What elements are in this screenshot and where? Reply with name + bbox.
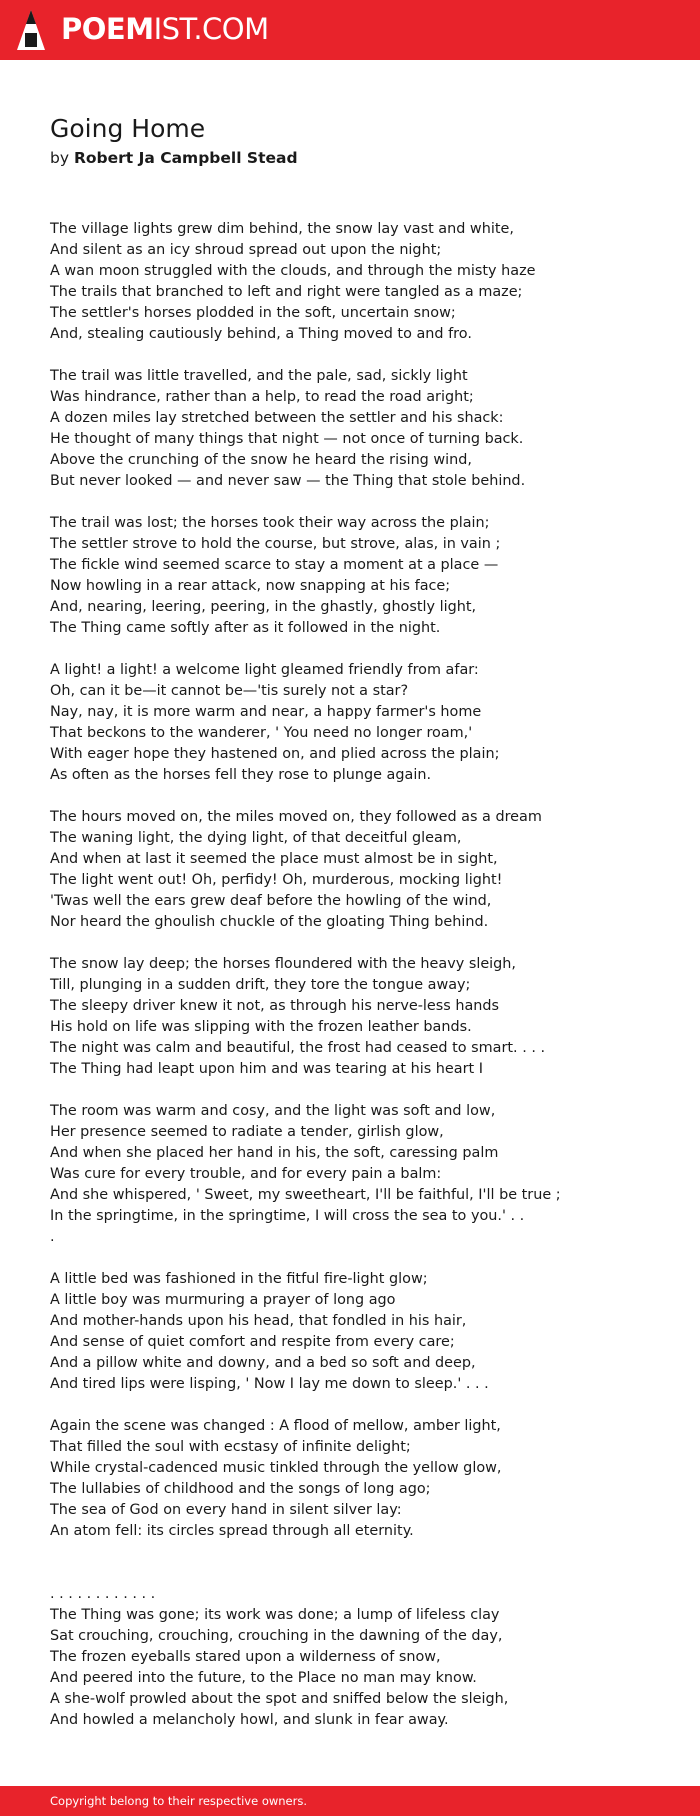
poem-line: The fickle wind seemed scarce to stay a moment at a place —	[50, 557, 499, 573]
poem-line: A little bed was fashioned in the fitful fire-light glow;	[50, 1271, 428, 1287]
poem-line	[50, 1563, 690, 1584]
poem-line: Above the crunching of the snow he heard the rising wind,	[50, 452, 472, 468]
poem-line: And when at last it seemed the place must almost be in sight,	[50, 851, 498, 867]
poem-line: The hours moved on, the miles moved on, they followed as a dream	[50, 809, 542, 825]
poem-stanza	[50, 1269, 690, 1395]
poem-line: A light! a light! a welcome light gleamed friendly from afar:	[50, 662, 479, 678]
poem-body	[50, 219, 690, 1752]
poem-line: And she whispered, ' Sweet, my sweetheart, I'll be faithful, I'll be true ;	[50, 1187, 561, 1203]
poem-line: And silent as an icy shroud spread out upon the night;	[50, 242, 442, 258]
poem-line: The trail was little travelled, and the pale, sad, sickly light	[50, 368, 468, 384]
poem-line: A little boy was murmuring a prayer of long ago	[50, 1292, 396, 1308]
poem-line: His hold on life was slipping with the frozen leather bands.	[50, 1019, 472, 1035]
brand-rest: IST.COM	[153, 12, 269, 46]
poem-line: The sleepy driver knew it not, as through his nerve-less hands	[50, 998, 500, 1014]
brand-bold: POEM	[61, 12, 154, 46]
poem-line: In the springtime, in the springtime, I will cross the sea to you.' . .	[50, 1208, 525, 1224]
site-header	[0, 0, 700, 60]
poem-line: Again the scene was changed : A flood of mellow, amber light,	[50, 1418, 501, 1434]
poem-line: The trail was lost; the horses took their way across the plain;	[50, 515, 490, 531]
poem-line: That beckons to the wanderer, ' You need no longer roam,'	[50, 725, 473, 741]
copyright-text: Copyright belong to their respective owners.	[50, 1794, 308, 1808]
poem-line: An atom fell: its circles spread through all eternity.	[50, 1523, 414, 1539]
poem-line: A she-wolf prowled about the spot and sniffed below the sleigh,	[50, 1691, 509, 1707]
poem-line: The Thing had leapt upon him and was tearing at his heart I	[50, 1061, 483, 1077]
poem-line: He thought of many things that night — not once of turning back.	[50, 431, 524, 447]
poem-line: The sea of God on every hand in silent silver lay:	[50, 1502, 402, 1518]
poem-title: Going Home	[50, 114, 206, 143]
poem-line: Sat crouching, crouching, crouching in the dawning of the day,	[50, 1628, 503, 1644]
poem-line: While crystal-cadenced music tinkled through the yellow glow,	[50, 1460, 502, 1476]
poem-line: . . . . . . . . . . . .	[50, 1586, 156, 1602]
poem-line: That filled the soul with ecstasy of infinite delight;	[50, 1439, 411, 1455]
poem-line: The light went out! Oh, perfidy! Oh, murderous, mocking light!	[50, 872, 503, 888]
poem-line: Nor heard the ghoulish chuckle of the gloating Thing behind.	[50, 914, 489, 930]
poem-line: Was hindrance, rather than a help, to read the road aright;	[50, 389, 474, 405]
poem-stanza	[50, 219, 690, 345]
poem-line: A wan moon struggled with the clouds, and through the misty haze	[50, 263, 536, 279]
poem-line: The Thing was gone; its work was done; a lump of lifeless clay	[50, 1607, 500, 1623]
poem-stanza	[50, 1101, 690, 1248]
poem-stanza	[50, 1563, 690, 1731]
poem-author: Robert Ja Campbell Stead	[73, 149, 298, 167]
poem-line: And tired lips were lisping, ' Now I lay me down to sleep.' . . .	[50, 1376, 489, 1392]
poem-stanza	[50, 1416, 690, 1542]
poem-line: The village lights grew dim behind, the snow lay vast and white,	[50, 221, 514, 237]
poem-line: And mother-hands upon his head, that fondled in his hair,	[50, 1313, 467, 1329]
poem-stanza	[50, 807, 690, 933]
poem-stanza	[50, 513, 690, 639]
poem-line: With eager hope they hastened on, and plied across the plain;	[50, 746, 500, 762]
pencil-icon[interactable]	[16, 9, 46, 51]
poem-line: And howled a melancholy howl, and slunk in fear away.	[50, 1712, 449, 1728]
poem-line: The night was calm and beautiful, the frost had ceased to smart. . . .	[50, 1040, 546, 1056]
site-logo-text[interactable]	[61, 11, 269, 47]
poem-line: The snow lay deep; the horses floundered with the heavy sleigh,	[50, 956, 517, 972]
poem-line: As often as the horses fell they rose to plunge again.	[50, 767, 432, 783]
poem-line: And peered into the future, to the Place no man may know.	[50, 1670, 477, 1686]
poem-line: And sense of quiet comfort and respite from every care;	[50, 1334, 455, 1350]
poem-line: But never looked — and never saw — the Thing that stole behind.	[50, 473, 526, 489]
poem-line: The waning light, the dying light, of that deceitful gleam,	[50, 830, 462, 846]
poem-byline	[50, 148, 298, 168]
poem-line: Now howling in a rear attack, now snapping at his face;	[50, 578, 451, 594]
poem-line: And, nearing, leering, peering, in the ghastly, ghostly light,	[50, 599, 477, 615]
poem-line: The lullabies of childhood and the songs of long ago;	[50, 1481, 431, 1497]
poem-stanza	[50, 954, 690, 1080]
poem-line: The room was warm and cosy, and the light was soft and low,	[50, 1103, 496, 1119]
poem-line: .	[50, 1229, 55, 1245]
poem-line: And a pillow white and downy, and a bed so soft and deep,	[50, 1355, 476, 1371]
poem-line: And, stealing cautiously behind, a Thing moved to and fro.	[50, 326, 472, 342]
poem-line: Her presence seemed to radiate a tender, girlish glow,	[50, 1124, 444, 1140]
poem-line: The settler's horses plodded in the soft, uncertain snow;	[50, 305, 456, 321]
byline-prefix: by	[50, 149, 70, 167]
poem-stanza	[50, 366, 690, 492]
poem-line: The Thing came softly after as it followed in the night.	[50, 620, 441, 636]
poem-line: A dozen miles lay stretched between the settler and his shack:	[50, 410, 504, 426]
poem-line: Nay, nay, it is more warm and near, a happy farmer's home	[50, 704, 482, 720]
poem-line: Was cure for every trouble, and for every pain a balm:	[50, 1166, 442, 1182]
poem-line: Till, plunging in a sudden drift, they tore the tongue away;	[50, 977, 471, 993]
poem-line: The settler strove to hold the course, but strove, alas, in vain ;	[50, 536, 501, 552]
poem-stanza	[50, 660, 690, 786]
poem-line: Oh, can it be—it cannot be—'tis surely not a star?	[50, 683, 409, 699]
poem-line: The trails that branched to left and right were tangled as a maze;	[50, 284, 523, 300]
poem-line: And when she placed her hand in his, the soft, caressing palm	[50, 1145, 499, 1161]
site-footer	[0, 1786, 700, 1816]
poem-line: 'Twas well the ears grew deaf before the howling of the wind,	[50, 893, 492, 909]
poem-line: The frozen eyeballs stared upon a wilderness of snow,	[50, 1649, 441, 1665]
